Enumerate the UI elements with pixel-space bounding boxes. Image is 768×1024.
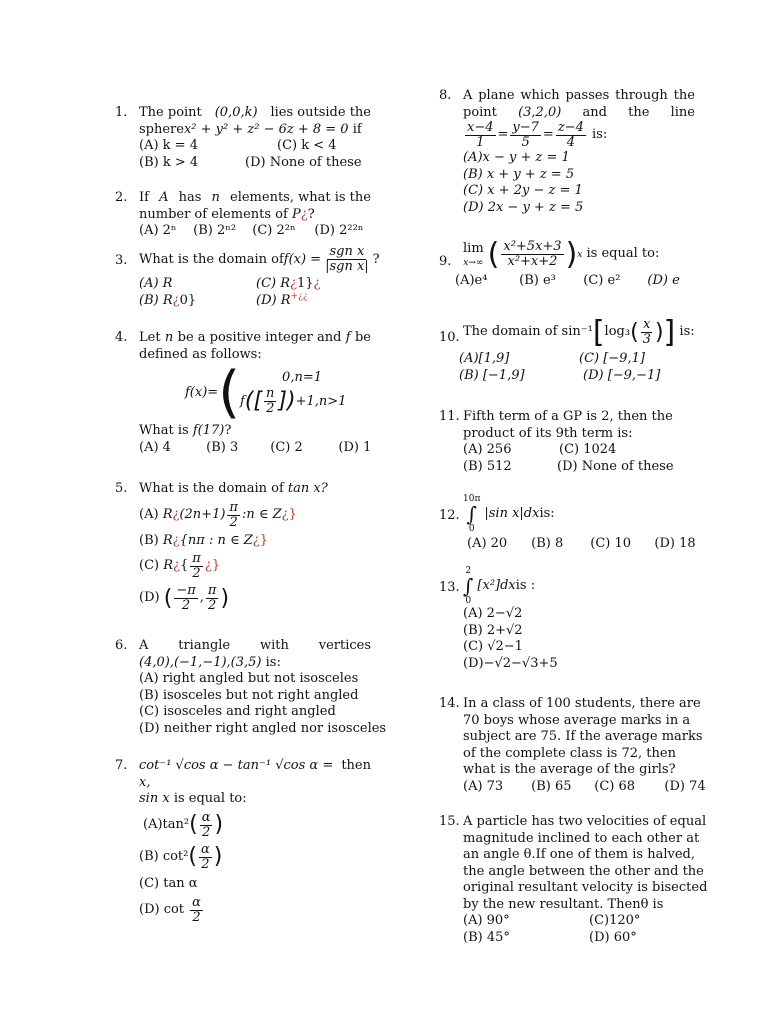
option-d: (D) R+¿¿ xyxy=(256,291,308,308)
option-a: (A)[1,9] xyxy=(459,351,510,366)
question-text-line: 2 ∫ 0 [x²]dx is : xyxy=(463,566,536,606)
question-text-line: by the new resultant. Thenθ is xyxy=(463,896,664,912)
options-row xyxy=(139,223,371,240)
integral-sign: 10π ∫ 0 xyxy=(463,494,481,534)
question-text-line: of the complete class is 72, then xyxy=(463,745,676,761)
question-12 xyxy=(439,494,696,553)
question-text-line: Let n be a positive integer and f be xyxy=(139,330,371,345)
question-number: 15. xyxy=(439,814,460,829)
options-row xyxy=(455,273,695,290)
integral-sign: 2 ∫ 0 xyxy=(463,566,474,606)
question-5 xyxy=(115,481,371,616)
option-d: (D) cot $\frac{\alpha}{2}$ xyxy=(139,895,201,925)
option-a: (A) 90° xyxy=(463,913,510,928)
question-text-line: In a class of 100 students, there are xyxy=(463,696,701,711)
option-a: (A)x − y + z = 1 xyxy=(463,150,570,165)
option-d: (D) ( $\frac{-\pi}{2}$ , $\frac{\pi}{2}$ ) xyxy=(139,583,230,613)
question-9 xyxy=(439,236,695,290)
question-1 xyxy=(115,105,371,171)
question-text-line: point (3,2,0) and the line xyxy=(463,104,695,120)
question-number: 6. xyxy=(115,638,128,653)
option-a: (A) 73 xyxy=(463,778,504,794)
option-c: (C) √2−1 xyxy=(463,639,523,654)
options-row xyxy=(139,293,371,310)
option-d: (D)−√2−√3+5 xyxy=(463,655,558,671)
option-d: (D) neither right angled nor isosceles xyxy=(139,720,387,736)
option-c: (C) 2²ⁿ xyxy=(252,223,296,238)
option-a: (A) 2ⁿ xyxy=(139,223,177,238)
option-d: (D) 18 xyxy=(654,536,696,551)
option-c: (C) 68 xyxy=(594,778,636,794)
option-b: (B) 3 xyxy=(206,439,239,455)
option-c: (C) k < 4 xyxy=(277,138,337,153)
options-row xyxy=(463,536,695,553)
question-6 xyxy=(115,638,387,737)
question-number: 5. xyxy=(115,481,128,496)
option-a: (A) 2−√2 xyxy=(463,606,523,621)
options-row xyxy=(139,155,371,172)
option-c: (C) 2 xyxy=(270,439,303,455)
question-8 xyxy=(439,88,695,216)
option-b: (B) R¿0} xyxy=(139,292,197,308)
question-14 xyxy=(439,696,706,795)
options-row xyxy=(463,930,695,947)
option-c: (C) [−9,1] xyxy=(579,351,645,366)
option-b: (B) 2ⁿ² xyxy=(193,223,237,238)
options-row xyxy=(463,442,695,459)
question-number: 2. xyxy=(115,190,128,205)
option-b: (B) 2+√2 xyxy=(463,622,523,638)
option-a: (A) R ¿ (2n+1) $\frac{\pi}{2}$ :n ∈ Z ¿} xyxy=(139,499,297,530)
question-text-line: A plane which passes through the xyxy=(463,88,695,103)
question-text-line: The point (0,0,k) lies outside the xyxy=(139,105,371,120)
question-number: 13. xyxy=(439,580,460,595)
option-c: (C)120° xyxy=(589,913,641,928)
question-text-line: product of its 9th term is: xyxy=(463,425,633,441)
option-c: (C) e² xyxy=(583,273,621,288)
option-a: (A) k = 4 xyxy=(139,138,198,153)
question-15 xyxy=(439,814,708,946)
options-row xyxy=(139,138,371,155)
question-text-line: If A has n elements, what is the xyxy=(139,190,371,205)
question-2 xyxy=(115,190,371,240)
question-number: 1. xyxy=(115,105,128,120)
question-11 xyxy=(439,409,695,475)
question-number: 8. xyxy=(439,88,452,103)
option-a: (A)tan² ( $\frac{\alpha}{2}$ ) xyxy=(143,809,224,840)
question-number: 14. xyxy=(439,696,460,711)
option-b: (B) cot² ( $\frac{\alpha}{2}$ ) xyxy=(139,841,223,872)
option-b: (B) isosceles but not right angled xyxy=(139,687,359,703)
question-number: 10. xyxy=(439,330,460,345)
option-d: (D) 60° xyxy=(589,929,637,945)
option-d: (D) None of these xyxy=(557,458,674,474)
options-row xyxy=(463,778,706,796)
question-number: 3. xyxy=(115,253,128,268)
question-7 xyxy=(115,758,371,928)
option-b: (B) x + y + z = 5 xyxy=(463,166,575,182)
question-text-line: what is the average of the girls? xyxy=(463,762,676,777)
question-text-line: A particle has two velocities of equal xyxy=(463,814,707,829)
option-b: (B) 45° xyxy=(463,929,510,945)
question-number: 12. xyxy=(439,508,460,523)
question-4 xyxy=(115,330,372,456)
option-d: (D) 2x − y + z = 5 xyxy=(463,199,584,215)
option-c: (C) isosceles and right angled xyxy=(139,704,336,719)
options-row xyxy=(463,913,695,930)
question-3 xyxy=(115,244,380,309)
question-text-line: What is f(17)? xyxy=(139,423,232,438)
option-a: (A) 4 xyxy=(139,439,171,455)
question-text-line: original resultant velocity is bisected xyxy=(463,880,708,895)
question-text-line: lim x→∞ ( $\frac{\text{x²+5x+3}}{\text{x²+x+2}}$ ) x is equal to: xyxy=(463,236,660,272)
options-row xyxy=(459,351,695,368)
question-text-line: What is the domain of tan x? xyxy=(139,481,328,496)
option-a: (A) 20 xyxy=(467,536,508,551)
option-d: (D) e xyxy=(647,273,680,288)
question-text-line: (4,0),(−1,−1),(3,5) is: xyxy=(139,654,281,670)
question-text-line: an angle θ.If one of them is halved, xyxy=(463,847,696,862)
option-d: (D) [−9,−1] xyxy=(583,367,661,383)
option-b: (B) R¿{nπ : n ∈ Z¿} xyxy=(139,532,268,548)
option-a: (A) right angled but not isosceles xyxy=(139,671,359,686)
option-b: (B) 512 xyxy=(463,458,512,474)
option-a: (A)e⁴ xyxy=(455,273,488,288)
options-row xyxy=(139,276,371,293)
option-a: (A) 256 xyxy=(463,442,512,457)
option-d: (D) 2²²ⁿ xyxy=(314,223,364,238)
question-text-line: number of elements of P¿? xyxy=(139,206,315,222)
option-c: (C) R¿1}¿ xyxy=(256,276,321,291)
question-10 xyxy=(439,314,695,384)
options-row xyxy=(459,367,695,385)
option-b: (B) [−1,9] xyxy=(459,367,525,383)
option-c: (C) 1024 xyxy=(559,442,617,457)
piecewise-function: f(x)= ( 0,n=1 f([ $\frac{n}{2}$ ])+1,n>1 xyxy=(185,360,347,425)
option-c: (C) 10 xyxy=(590,536,632,551)
question-text-line: magnitude inclined to each other at xyxy=(463,830,700,846)
option-b: (B) k > 4 xyxy=(139,154,199,170)
question-text-line: A triangle with vertices xyxy=(139,638,371,653)
question-text-line: the angle between the other and the xyxy=(463,863,704,879)
question-number: 9. xyxy=(439,254,452,269)
option-b: (B) 8 xyxy=(531,536,564,551)
question-text-line: subject are 75. If the average marks xyxy=(463,729,703,744)
question-text-line: The domain of sin⁻¹ [ log₃ ( $\frac{x}{3}$ ) ] is: xyxy=(463,314,695,350)
question-text-line: spherex² + y² + z² − 6z + 8 = 0 if xyxy=(139,121,362,137)
question-text-line: 10π ∫ 0 |sin x|dx is: xyxy=(463,494,555,534)
question-text-line: sin x is equal to: xyxy=(139,791,247,806)
question-13 xyxy=(439,566,695,672)
option-c: (C) R ¿ { $\frac{\pi}{2}$ ¿} xyxy=(139,551,221,581)
question-number: 4. xyxy=(115,330,128,345)
line-equation: $\frac{x-4}{1}$ = $\frac{y-7}{5}$ = $\frac{z-4}{4}$ is: xyxy=(467,120,608,150)
option-c: (C) tan α xyxy=(139,875,198,891)
question-number: 7. xyxy=(115,758,128,773)
option-b: (B) 65 xyxy=(531,778,572,794)
question-text-line: 70 boys whose average marks in a xyxy=(463,712,691,728)
option-c: (C) x + 2y − z = 1 xyxy=(463,183,583,198)
option-d: (D) 74 xyxy=(664,778,706,794)
fraction: $\frac{\text{sgn x}}{\text{|sgn x|}}$ xyxy=(325,244,369,274)
question-text-line: Fifth term of a GP is 2, then the xyxy=(463,409,673,424)
option-d: (D) None of these xyxy=(245,154,362,170)
option-a: (A) R xyxy=(139,276,173,291)
question-text-line: What is the domain off(x) = $\frac{\text{sgn x}}{\text{|sgn x|}}$ ? xyxy=(139,244,380,274)
option-b: (B) e³ xyxy=(519,273,556,288)
question-text-line: defined as follows: xyxy=(139,346,262,362)
question-text-line: cot⁻¹ √cos α − tan⁻¹ √cos α = x, then xyxy=(139,758,371,790)
question-number: 11. xyxy=(439,409,460,424)
options-row xyxy=(463,459,695,476)
options-row xyxy=(139,440,371,457)
option-d: (D) 1 xyxy=(338,439,372,455)
